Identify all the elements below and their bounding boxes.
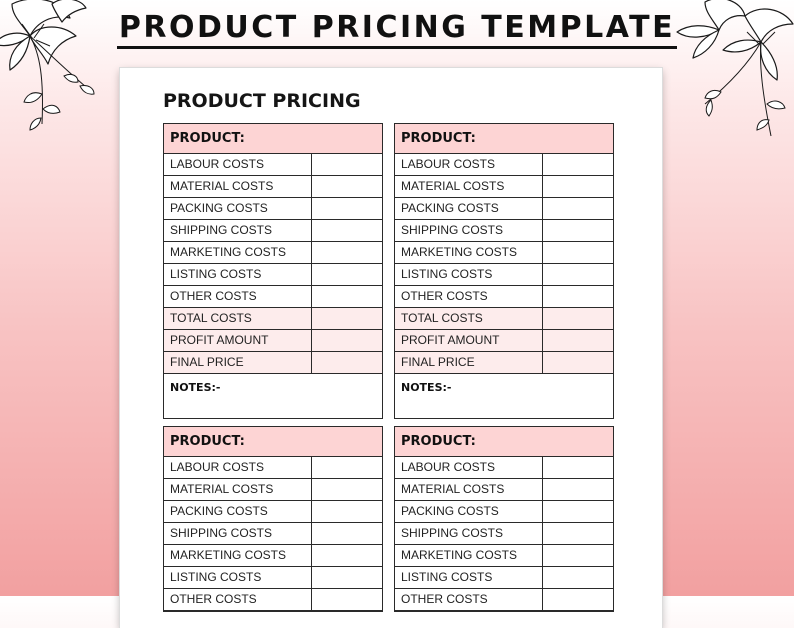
row-label: OTHER COSTS xyxy=(164,589,312,610)
value-cell[interactable] xyxy=(312,264,382,285)
table-row xyxy=(164,198,382,220)
row-label: OTHER COSTS xyxy=(395,286,543,307)
value-cell[interactable] xyxy=(543,457,613,478)
notes-label: NOTES:- xyxy=(170,381,221,394)
row-label: MATERIAL COSTS xyxy=(164,176,312,197)
row-label: LISTING COSTS xyxy=(395,567,543,588)
product-header: PRODUCT: xyxy=(395,427,613,457)
row-label: MARKETING COSTS xyxy=(164,545,312,566)
table-row xyxy=(164,567,382,589)
product-card xyxy=(163,426,383,612)
product-card xyxy=(394,426,614,612)
value-cell[interactable] xyxy=(312,176,382,197)
value-cell[interactable] xyxy=(312,523,382,544)
table-row xyxy=(164,589,382,611)
notes-label: NOTES:- xyxy=(401,381,452,394)
product-header: PRODUCT: xyxy=(164,427,382,457)
value-cell[interactable] xyxy=(312,198,382,219)
value-cell[interactable] xyxy=(312,308,382,329)
table-row xyxy=(395,154,613,176)
table-row xyxy=(395,308,613,330)
product-header: PRODUCT: xyxy=(395,124,613,154)
value-cell[interactable] xyxy=(543,176,613,197)
table-row xyxy=(395,220,613,242)
row-label: SHIPPING COSTS xyxy=(395,220,543,241)
table-row xyxy=(395,567,613,589)
value-cell[interactable] xyxy=(312,589,382,610)
product-card xyxy=(163,123,383,419)
table-row xyxy=(395,457,613,479)
row-label: FINAL PRICE xyxy=(395,352,543,373)
value-cell[interactable] xyxy=(312,220,382,241)
row-label: LISTING COSTS xyxy=(395,264,543,285)
table-row xyxy=(164,330,382,352)
row-label: TOTAL COSTS xyxy=(164,308,312,329)
value-cell[interactable] xyxy=(312,154,382,175)
value-cell[interactable] xyxy=(312,567,382,588)
table-row xyxy=(164,457,382,479)
row-label: MATERIAL COSTS xyxy=(395,479,543,500)
row-label: PACKING COSTS xyxy=(395,198,543,219)
row-label: SHIPPING COSTS xyxy=(164,523,312,544)
table-row xyxy=(395,198,613,220)
table-row xyxy=(164,220,382,242)
product-card xyxy=(394,123,614,419)
sheet-title: PRODUCT PRICING xyxy=(163,90,361,112)
value-cell[interactable] xyxy=(312,352,382,373)
value-cell[interactable] xyxy=(543,589,613,610)
table-row xyxy=(395,176,613,198)
table-row xyxy=(395,286,613,308)
row-label: LABOUR COSTS xyxy=(395,154,543,175)
value-cell[interactable] xyxy=(543,501,613,522)
value-cell[interactable] xyxy=(543,479,613,500)
row-label: PROFIT AMOUNT xyxy=(395,330,543,351)
row-label: OTHER COSTS xyxy=(395,589,543,610)
table-row xyxy=(395,545,613,567)
value-cell[interactable] xyxy=(312,457,382,478)
table-row xyxy=(395,264,613,286)
table-row xyxy=(164,242,382,264)
row-label: PACKING COSTS xyxy=(164,198,312,219)
row-label: MARKETING COSTS xyxy=(164,242,312,263)
value-cell[interactable] xyxy=(543,198,613,219)
notes-box[interactable] xyxy=(395,374,613,418)
table-row xyxy=(395,479,613,501)
value-cell[interactable] xyxy=(543,286,613,307)
value-cell[interactable] xyxy=(543,242,613,263)
value-cell[interactable] xyxy=(312,501,382,522)
row-label: LABOUR COSTS xyxy=(164,457,312,478)
row-label: PACKING COSTS xyxy=(395,501,543,522)
banner-title: PRODUCT PRICING TEMPLATE xyxy=(117,10,677,49)
table-row xyxy=(164,545,382,567)
row-label: SHIPPING COSTS xyxy=(395,523,543,544)
row-label: MARKETING COSTS xyxy=(395,242,543,263)
table-row xyxy=(395,352,613,374)
row-label: LISTING COSTS xyxy=(164,567,312,588)
table-row xyxy=(164,479,382,501)
value-cell[interactable] xyxy=(543,264,613,285)
table-row xyxy=(164,176,382,198)
value-cell[interactable] xyxy=(543,308,613,329)
table-row xyxy=(164,501,382,523)
row-label: MATERIAL COSTS xyxy=(395,176,543,197)
banner xyxy=(0,10,794,49)
value-cell[interactable] xyxy=(312,479,382,500)
table-row xyxy=(164,352,382,374)
row-label: SHIPPING COSTS xyxy=(164,220,312,241)
table-row xyxy=(164,308,382,330)
row-label: TOTAL COSTS xyxy=(395,308,543,329)
row-label: OTHER COSTS xyxy=(164,286,312,307)
table-row xyxy=(395,501,613,523)
value-cell[interactable] xyxy=(543,154,613,175)
pricing-sheet xyxy=(120,68,662,628)
value-cell[interactable] xyxy=(312,242,382,263)
table-row xyxy=(395,523,613,545)
row-label: LISTING COSTS xyxy=(164,264,312,285)
table-row xyxy=(395,589,613,611)
table-row xyxy=(164,523,382,545)
row-label: MARKETING COSTS xyxy=(395,545,543,566)
table-row xyxy=(395,242,613,264)
row-label: MATERIAL COSTS xyxy=(164,479,312,500)
table-row xyxy=(164,154,382,176)
row-label: LABOUR COSTS xyxy=(395,457,543,478)
table-row xyxy=(395,330,613,352)
notes-box[interactable] xyxy=(164,374,382,418)
value-cell[interactable] xyxy=(312,545,382,566)
table-row xyxy=(164,286,382,308)
value-cell[interactable] xyxy=(543,352,613,373)
row-label: PROFIT AMOUNT xyxy=(164,330,312,351)
table-row xyxy=(164,264,382,286)
value-cell[interactable] xyxy=(543,523,613,544)
value-cell[interactable] xyxy=(543,545,613,566)
row-label: LABOUR COSTS xyxy=(164,154,312,175)
value-cell[interactable] xyxy=(312,286,382,307)
product-header: PRODUCT: xyxy=(164,124,382,154)
value-cell[interactable] xyxy=(543,330,613,351)
row-label: FINAL PRICE xyxy=(164,352,312,373)
value-cell[interactable] xyxy=(543,220,613,241)
value-cell[interactable] xyxy=(312,330,382,351)
value-cell[interactable] xyxy=(543,567,613,588)
row-label: PACKING COSTS xyxy=(164,501,312,522)
